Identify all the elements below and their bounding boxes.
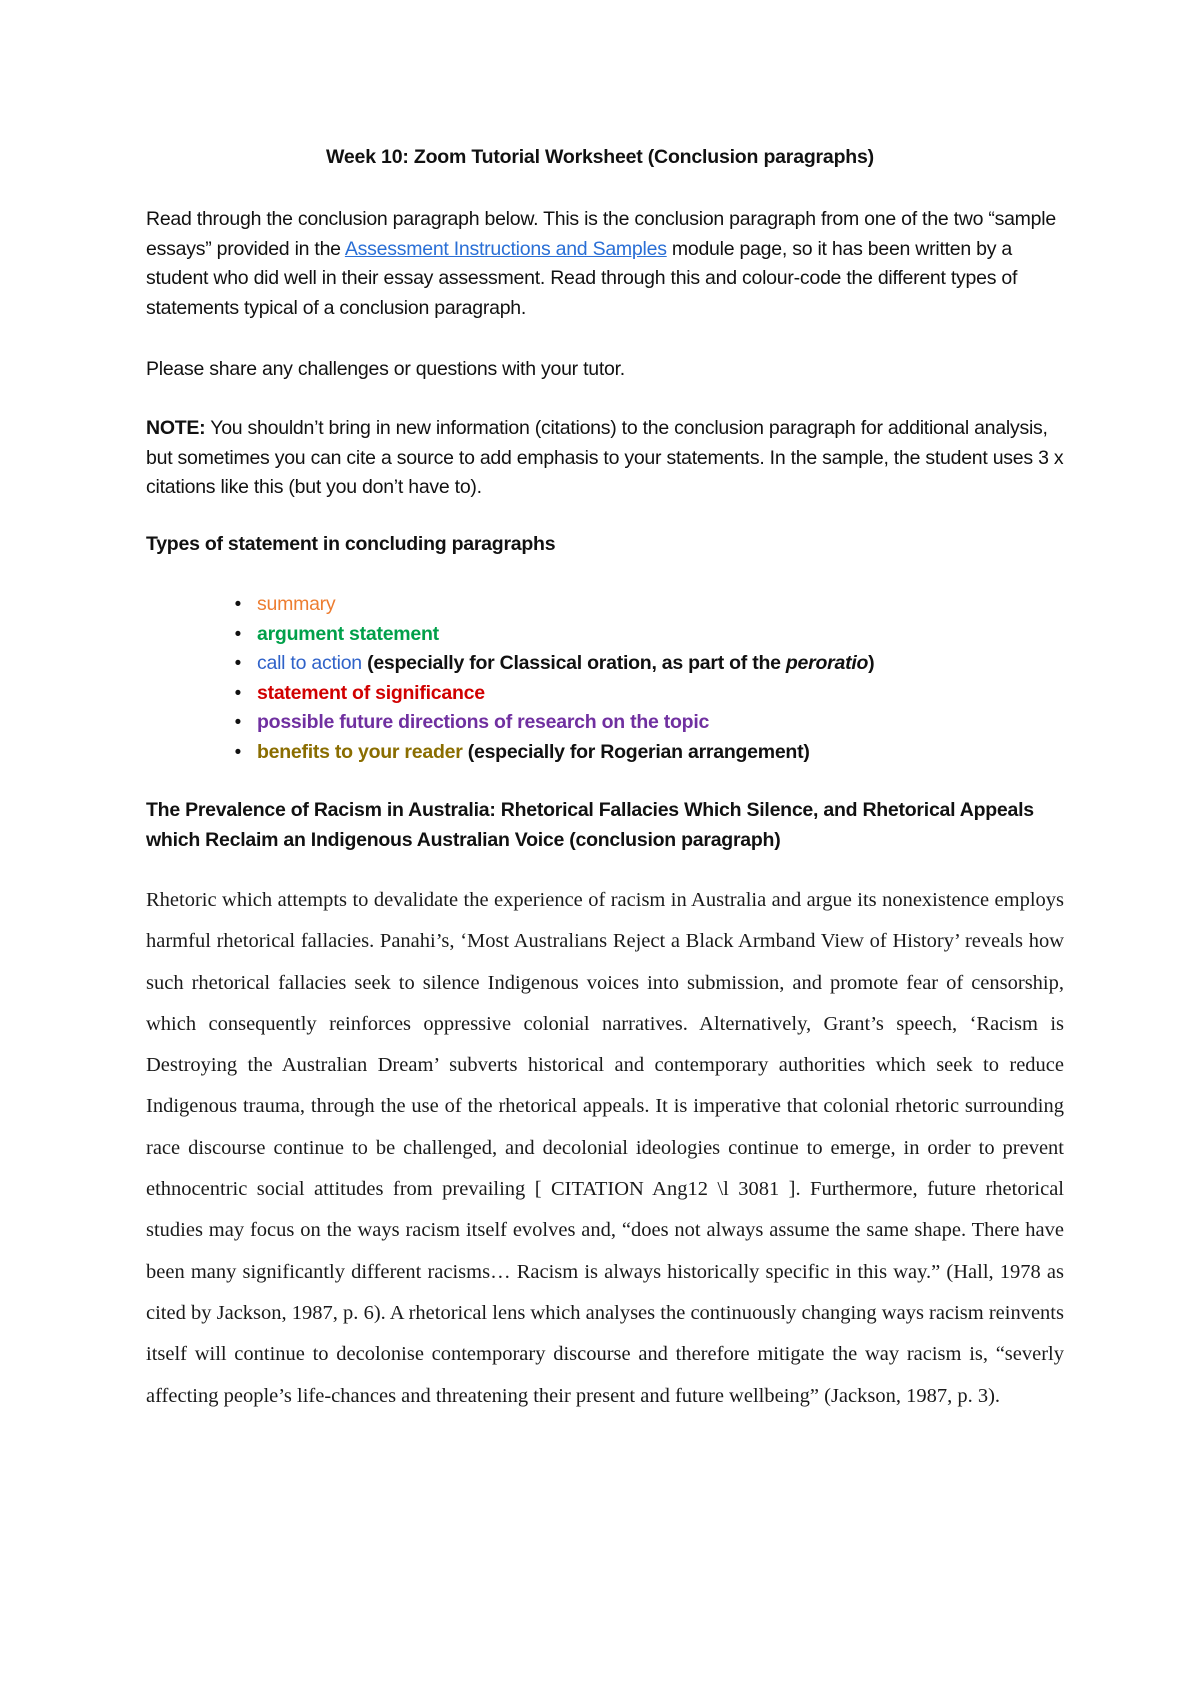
note-paragraph: [146, 414, 1066, 503]
list-item: [146, 679, 1046, 709]
type-argument-statement: argument statement: [257, 622, 439, 645]
page-title: Week 10: Zoom Tutorial Worksheet (Conclusion paragraphs): [326, 146, 874, 168]
call-tail-before: (especially for Classical oration, as part of the: [361, 652, 786, 675]
intro-paragraph: [146, 205, 1066, 323]
call-tail-after: ): [868, 652, 875, 675]
note-label: NOTE:: [146, 417, 206, 439]
type-call-to-action: call to action: [257, 652, 362, 675]
share-instruction: Please share any challenges or questions with your tutor.: [146, 358, 625, 380]
note-text: You shouldn’t bring in new information (citations) to the conclusion paragraph for additional analysis, but sometimes you can cite a source to add emphasis to your statements. In the sample, the student uses 3 x citations like this (but you don’t have to).: [146, 417, 1064, 498]
list-item: [146, 620, 1046, 650]
list-item: [146, 708, 1046, 738]
type-benefits-to-reader: benefits to your reader: [257, 740, 463, 763]
types-heading: Types of statement in concluding paragraphs: [146, 533, 556, 555]
list-item: [146, 649, 1046, 679]
statement-types-list: [146, 590, 1046, 768]
essay-conclusion-paragraph: Rhetoric which attempts to devalidate the experience of racism in Australia and argue its nonexistence employs harmful rhetorical fallacies. Panahi’s, ‘Most Australians Reject a Black Armband View of History’ reveals how such rhetorical fallacies seek to silence Indigenous voices into submission, and promote fear of censorship, which consequently reinforces oppressive colonial narratives. Alternatively, Grant’s speech, ‘Racism is Destroying the Australian Dream’ subverts historical and contemporary authorities which seek to reduce Indigenous trauma, through the use of the rhetorical appeals. It is imperative that colonial rhetoric surrounding race discourse continue to be challenged, and decolonial ideologies continue to emerge, in order to prevent ethnocentric social attitudes from prevailing [ CITATION Ang12 \l 3081 ]. Furthermore, future rhetorical studies may focus on the ways racism itself evolves and, “does not always assume the same shape. There have been many significantly different racisms… Racism is always historically specific in this way.” (Hall, 1978 as cited by Jackson, 1987, p. 6). A rhetorical lens which analyses the continuously changing ways racism reinvents itself will continue to decolonise contemporary discourse and therefore mitigate the way racism is, “severly affecting people’s life-chances and threatening their present and future wellbeing” (Jackson, 1987, p. 3).: [146, 889, 1064, 1407]
type-statement-of-significance: statement of significance: [257, 681, 485, 704]
list-item: [146, 738, 1046, 768]
list-item: [146, 590, 1046, 620]
call-to-action-note: [362, 652, 875, 674]
intro-text-before-link: Read through the conclusion paragraph below. This is the conclusion paragraph from one of the two “sample essays” provided in the: [146, 208, 1056, 260]
assessment-instructions-link[interactable]: Assessment Instructions and Samples: [344, 237, 667, 260]
type-summary: summary: [257, 593, 336, 615]
benefits-note: (especially for Rogerian arrangement): [462, 740, 810, 763]
type-future-directions: possible future directions of research on the topic: [257, 711, 710, 734]
essay-heading: The Prevalence of Racism in Australia: Rhetorical Fallacies Which Silence, and Rhetorical Appeals which Reclaim an Indigenous Australian Voice (conclusion paragraph): [146, 799, 1034, 851]
call-tail-italic: peroratio: [785, 652, 869, 675]
intro-text-after-link: module page, so it has been written by a student who did well in their essay assessment. Read through this and colour-code the different types of statements typical of a conclusion paragraph.: [146, 237, 1018, 319]
